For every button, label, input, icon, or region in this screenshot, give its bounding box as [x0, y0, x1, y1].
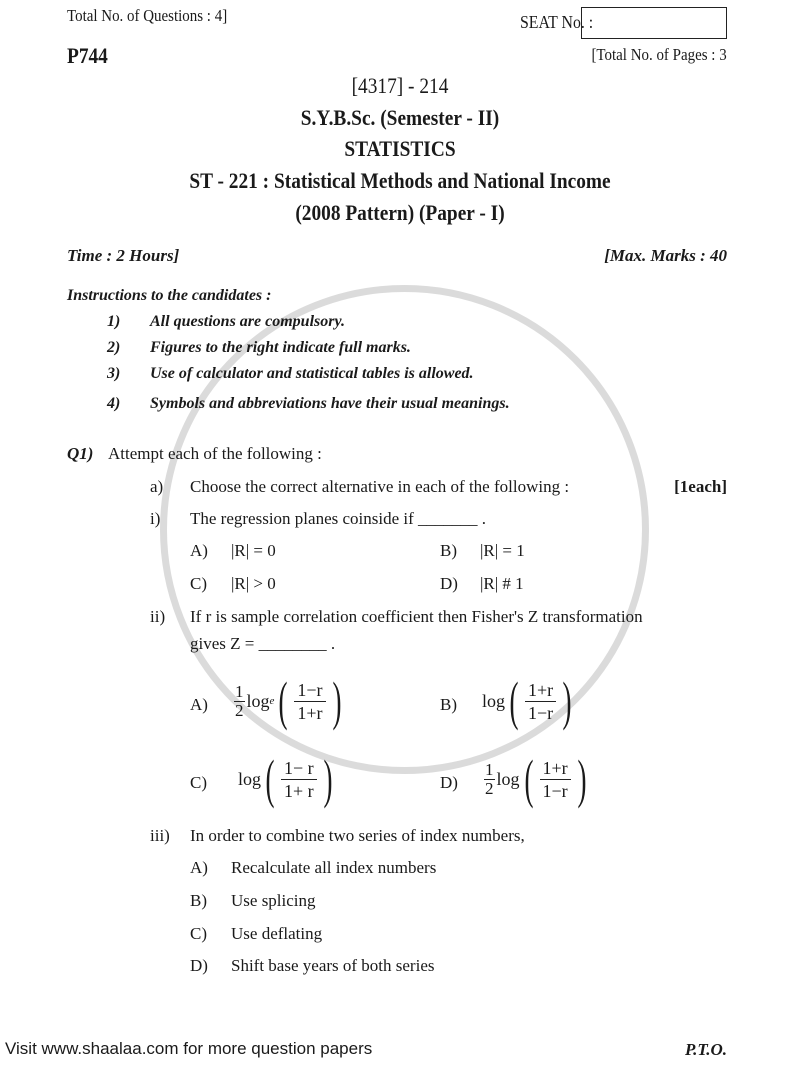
- instruction-num: 1): [107, 313, 121, 330]
- fraction-numerator: 1−r: [294, 679, 325, 702]
- option-text: Shift base years of both series: [231, 956, 435, 975]
- formula-c: [238, 749, 337, 809]
- fraction-denominator: 2: [485, 778, 494, 798]
- option-text: |R| = 1: [480, 541, 525, 560]
- right-paren: ): [332, 671, 342, 731]
- question-iii-text: In order to combine two series of index numbers,: [190, 826, 525, 845]
- option-label: D): [440, 773, 458, 792]
- instruction-num: 2): [107, 339, 121, 356]
- footer-link[interactable]: Visit www.shaalaa.com for more question papers: [5, 1039, 373, 1058]
- formula-d: [482, 749, 591, 809]
- fraction-denominator: 1−r: [542, 780, 568, 801]
- instruction-text: All questions are compulsory.: [150, 313, 345, 330]
- part-a-label: a): [150, 477, 164, 496]
- fraction-numerator: 1+r: [525, 679, 556, 702]
- fraction-denominator: 1+ r: [284, 780, 314, 801]
- option-label: B): [440, 541, 457, 560]
- formula-b: [482, 671, 576, 731]
- option-label: A): [190, 541, 208, 560]
- exam-code: [4317] - 214: [351, 73, 449, 98]
- option-text: Recalculate all index numbers: [231, 858, 437, 877]
- instructions-title: Instructions to the candidates :: [67, 287, 272, 304]
- q1-text: Attempt each of the following :: [108, 444, 322, 463]
- footer-pto: P.T.O.: [684, 1040, 727, 1059]
- left-paren: (: [524, 749, 534, 809]
- instruction-text: Figures to the right indicate full marks.: [150, 339, 411, 356]
- part-a-text: Choose the correct alternative in each of the following :: [190, 477, 570, 496]
- question-iii-label: iii): [150, 826, 170, 845]
- option-label: C): [190, 924, 207, 943]
- left-paren: (: [278, 671, 288, 731]
- q1-label: Q1): [67, 444, 94, 463]
- question-ii-line2: gives Z = ________ .: [190, 634, 336, 653]
- fraction-numerator: 1: [235, 681, 244, 701]
- option-text: |R| > 0: [231, 574, 276, 593]
- log-text: log: [246, 690, 270, 711]
- paper-title: ST - 221 : Statistical Methods and National Income: [189, 168, 611, 193]
- fraction-numerator: 1+r: [540, 757, 571, 780]
- total-pages: [Total No. of Pages : 3: [591, 45, 727, 64]
- formula-a: [232, 671, 346, 731]
- option-label: A): [190, 858, 208, 877]
- time-label: Time : 2 Hours]: [67, 246, 180, 265]
- pattern-title: (2008 Pattern) (Paper - I): [295, 200, 505, 225]
- instruction-num: 4): [107, 395, 121, 412]
- instruction-text: Use of calculator and statistical tables is allowed.: [150, 365, 474, 382]
- fraction-denominator: 1+r: [297, 702, 323, 723]
- option-label: C): [190, 574, 207, 593]
- right-paren: ): [577, 749, 587, 809]
- max-marks: [Max. Marks : 40: [604, 246, 727, 265]
- question-ii-line1: If r is sample correlation coefficient then Fisher's Z transformation: [190, 607, 643, 626]
- total-questions: Total No. of Questions : 4]: [67, 6, 228, 25]
- instruction-text: Symbols and abbreviations have their usual meanings.: [150, 395, 510, 412]
- seat-label: SEAT No. :: [520, 12, 594, 32]
- question-ii-label: ii): [150, 607, 166, 626]
- log-text: log: [496, 768, 520, 789]
- instruction-num: 3): [107, 365, 121, 382]
- fraction-denominator: 2: [235, 700, 244, 720]
- option-text: Use deflating: [231, 924, 323, 943]
- right-paren: ): [562, 671, 572, 731]
- left-paren: (: [265, 749, 275, 809]
- option-text: Use splicing: [231, 891, 316, 910]
- log-text: log: [482, 690, 506, 711]
- fraction-numerator: 1: [485, 759, 494, 779]
- left-paren: (: [509, 671, 519, 731]
- seat-number-box[interactable]: [581, 7, 727, 39]
- option-label: C): [190, 773, 207, 792]
- option-text: |R| # 1: [480, 574, 524, 593]
- option-label: A): [190, 695, 208, 714]
- question-i-label: i): [150, 509, 161, 528]
- log-base: e: [269, 695, 275, 707]
- subject-title: STATISTICS: [344, 136, 456, 161]
- paper-code: P744: [67, 43, 108, 68]
- option-label: D): [190, 956, 208, 975]
- question-i-text: The regression planes coinside if _______ .: [190, 509, 487, 528]
- option-label: D): [440, 574, 458, 593]
- course-title: S.Y.B.Sc. (Semester - II): [300, 105, 500, 130]
- log-text: log: [238, 768, 262, 789]
- option-label: B): [190, 891, 207, 910]
- option-text: |R| = 0: [231, 541, 276, 560]
- option-label: B): [440, 695, 457, 714]
- fraction-numerator: 1− r: [281, 757, 317, 780]
- fraction-denominator: 1−r: [528, 702, 554, 723]
- right-paren: ): [323, 749, 333, 809]
- part-a-marks: [1each]: [674, 477, 727, 496]
